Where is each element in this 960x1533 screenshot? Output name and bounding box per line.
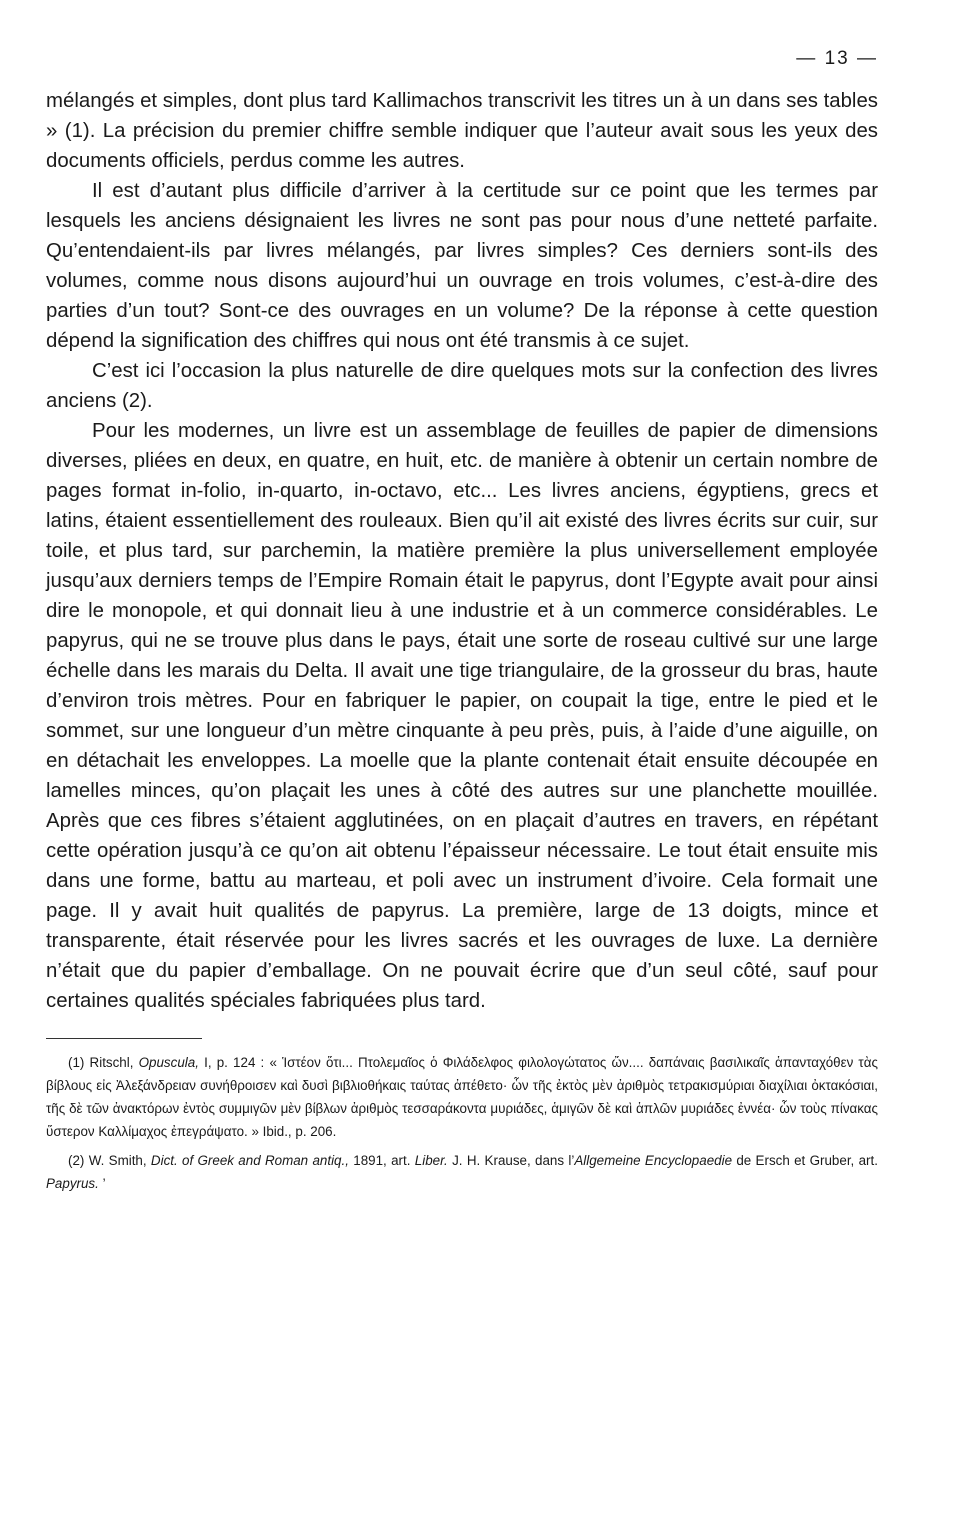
footnote-2-lead: W. Smith, [88,1153,147,1168]
footnote-1-greek: « Ἱστέον ὅτι... Πτολεμαῖος ὁ Φιλάδελφος φιλολογώτατος ὤν.... δαπάναις βασιλικαῖς ἁπανταχόθεν τὰς βίβλους εἰς Ἀλεξάνδρειαν συνήθροισεν καὶ δυσὶ βιβλιοθήκαις ταύτας ἀπέθετο· ὧν τῆς ἐκτὸς μὲν ἀριθμὸς τετρακισμύριαι διαχίλιαι ὀκτακόσιαι, τῆς δὲ τῶν ἀνακτόρων ἐντὸς συμμιγῶν μὲν βίβλων ἀριθμὸς τεσσαράκοντα μυριάδες, ἁμιγῶν δὲ καὶ ἁπλῶν μυριάδες ἐννέα· ὧν τοὺς πίνακας ὕστερον Καλλίμαχος ἐπεγράψατο. » Ibid., p. 206. [46,1055,878,1139]
paragraph: Pour les modernes, un livre est un assemblage de feuilles de papier de dimensions diverses, pliées en deux, en quatre, en huit, etc. de manière à obtenir un certain nombre de pages format in-folio, in-quarto, in-octavo, etc... Les livres anciens, égyptiens, grecs et latins, étaient essentiellement des rouleaux. Bien qu’il ait existé des livres écrits sur cuir, sur toile, et plus tard, sur parchemin, la matière première la plus universellement employée jusqu’aux derniers temps de l’Empire Romain était le papyrus, dont l’Egypte avait pour ainsi dire le monopole, et qui donnait lieu à une industrie et à un commerce considérables. Le papyrus, qui ne se trouve plus dans le pays, était une sorte de roseau cultivé sur une large échelle dans les marais du Delta. Il avait une tige triangulaire, de la grosseur du bras, haute d’environ trois mètres. Pour en fabriquer le papier, on coupait la tige, entre le pied et le sommet, sur une longueur d’un mètre cinquante à peu près, puis, à l’aide d’une aiguille, on en détachait les enveloppes. La moelle que la plante contenait était ensuite découpée en lamelles minces, qu’on plaçait les unes à côté des autres sur une planchette mouillée. Après que ces fibres s’étaient agglutinées, on en plaçait d’autres en travers, en répétant cette opération jusqu’à ce qu’on ait obtenu l’épaisseur nécessaire. Le tout était ensuite mis dans une forme, battu au marteau, et poli avec un instrument d’ivoire. Cela formait une page. Il y avait huit qualités de papyrus. La première, large de 13 doigts, mince et transparente, était réservée pour les livres sacrés et les ouvrages de luxe. La dernière n’était que du papier d’emballage. On ne pouvait écrire que d’un seul côté, sauf pour certaines qualités spéciales fabriquées plus tard. [46,420,878,1012]
paragraph: Il est d’autant plus difficile d’arriver à la certitude sur ce point que les termes par lesquels les anciens désignaient les livres ne sont pas pour nous d’une netteté parfaite. Qu’entendaient-ils par livres mélangés, par livres simples? Ces derniers sont-ils des volumes, comme nous disons aujourd’hui un ouvrage en trois volumes, c’est-à-dire des parties d’un tout? Sont-ce des ouvrages en un volume? De la réponse à cette question dépend la signification des chiffres qui nous ont été transmis à ce sujet. [46,180,878,352]
body-text [46,86,878,1016]
footnote-1-marker: (1) [68,1055,85,1070]
footnote-2 [46,1149,878,1195]
footnote-2-word: Liber. [414,1153,448,1168]
footnote-2-tail: de Ersch et Gruber, art. [736,1153,878,1168]
footnote-2-encyclopaedia: Allgemeine Encyclopaedie [574,1153,733,1168]
footnote-2-end: ’ [102,1176,106,1191]
footnote-divider [46,1038,202,1039]
page-number: — 13 — [796,48,878,69]
paragraph-continuation: mélangés et simples, dont plus tard Kallimachos transcrivit les titres un à un dans ses tables » (1). La précision du premier chiffre semble indiquer que l’auteur avait sous les yeux des documents officiels, perdus comme les autres. [46,90,878,172]
footnotes [46,1051,878,1195]
paragraph: C’est ici l’occasion la plus naturelle de dire quelques mots sur la confection des livres anciens (2). [46,360,878,412]
footnote-1-author: Ritschl, [89,1055,134,1070]
footnote-2-marker: (2) [68,1153,85,1168]
page [46,42,878,1195]
footnote-2-krause: J. H. Krause, dans l’ [452,1153,575,1168]
footnote-1-work: Opuscula, [138,1055,199,1070]
footnote-1-ref: I, p. 124 : [204,1055,265,1070]
footnote-1 [46,1051,878,1143]
footnote-2-mid: 1891, art. [353,1153,411,1168]
footnote-2-work: Dict. of Greek and Roman antiq., [150,1153,349,1168]
footnote-2-article: Papyrus. [46,1176,99,1191]
